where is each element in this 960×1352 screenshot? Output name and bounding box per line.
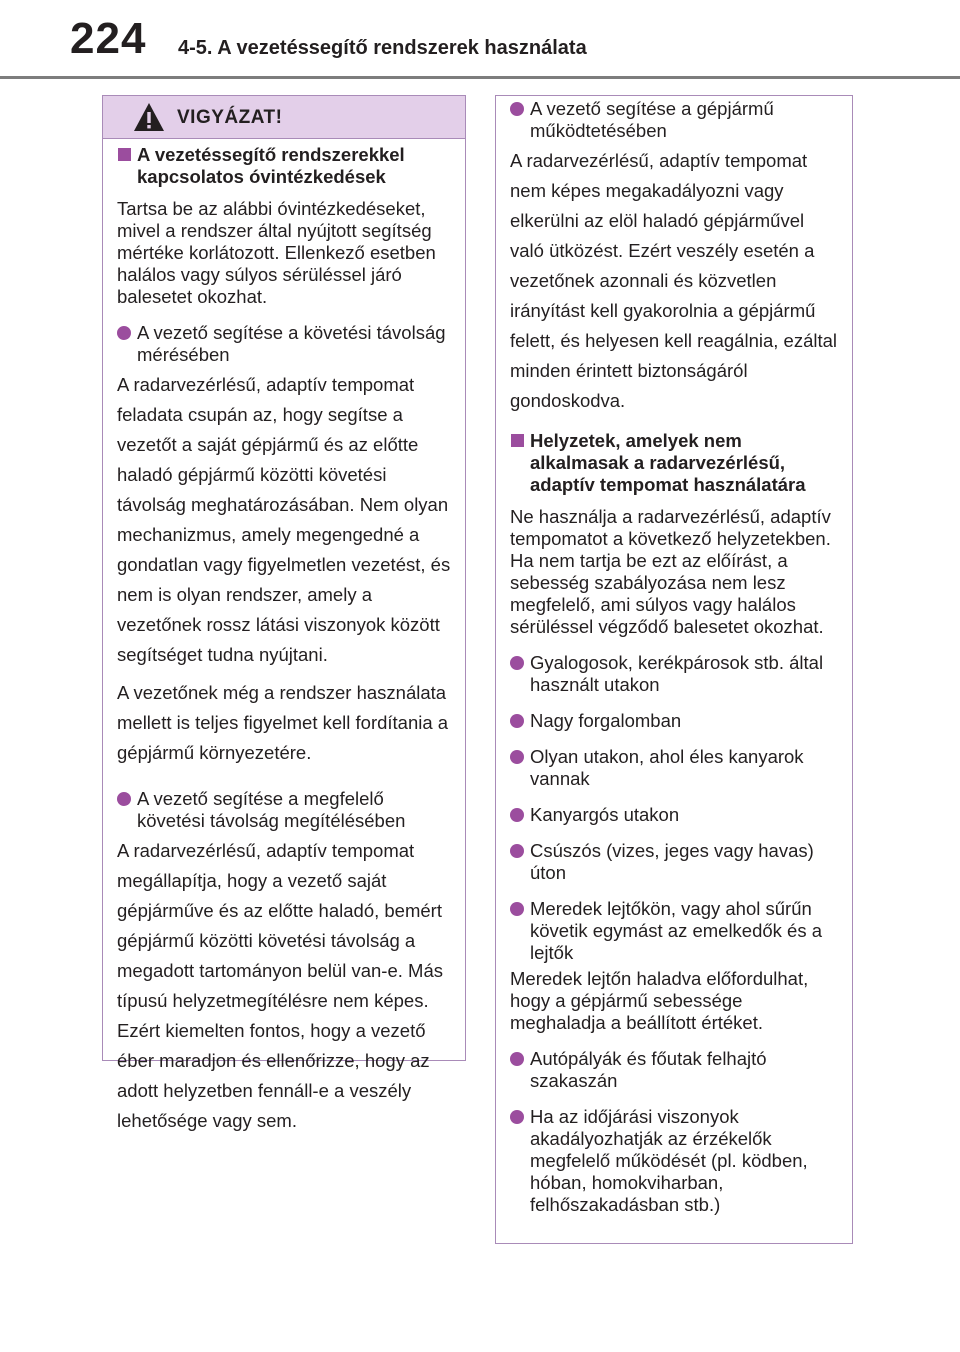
page-header xyxy=(0,0,960,78)
list-item xyxy=(510,840,842,884)
bullet-text: A vezető segítése a gépjármű működtetésében xyxy=(530,98,774,141)
list-item xyxy=(510,746,842,790)
list-item-note: Meredek lejtőn haladva előfordulhat, hogy a gépjármű sebessége meghaladja a beállított értéket. xyxy=(510,968,809,1033)
list-item-text: Csúszós (vizes, jeges vagy havas) úton xyxy=(530,840,814,883)
round-bullet-icon xyxy=(510,808,524,822)
paragraph: A radarvezérlésű, adaptív tempomat megállapítja, hogy a vezető saját gépjárműve és az előtte haladó, bemért gépjármű közötti követési távolság a megadott tartományon belül van-e. Más típusú helyzetmegítélésre nem képes. Ezért kiemelten fontos, hogy a vezető éber maradjon és ellenőrizze, hogy az adott helyzetben fennáll-e a veszély lehetősége vagy sem. xyxy=(117,840,443,1131)
list-item-text: Kanyargós utakon xyxy=(530,804,680,825)
bullet-item xyxy=(510,98,842,142)
list-item-text: Gyalogosok, kerékpárosok stb. által használt utakon xyxy=(530,652,824,695)
warning-header xyxy=(103,96,465,139)
list-item-text: Olyan utakon, ahol éles kanyarok vannak xyxy=(530,746,804,789)
warning-intro: Tartsa be az alábbi óvintézkedéseket, mivel a rendszer által nyújtott segítség mértéke korlátozott. Ellenkező esetben halálos vagy súlyos sérüléssel járó balesetet okozhat. xyxy=(117,198,436,307)
continued-content xyxy=(510,98,842,1230)
list-item xyxy=(510,804,842,826)
square-marker-icon xyxy=(118,148,131,161)
list-item xyxy=(510,710,842,732)
list-item-text: Meredek lejtőkön, vagy ahol sűrűn követik egymást az emelkedők és a lejtők xyxy=(530,898,823,963)
square-marker-icon xyxy=(511,434,524,447)
round-bullet-icon xyxy=(510,844,524,858)
round-bullet-icon xyxy=(510,656,524,670)
warning-box xyxy=(102,95,466,1131)
bullet-item xyxy=(117,322,455,366)
round-bullet-icon xyxy=(510,750,524,764)
bullet-item xyxy=(117,788,455,832)
page-number: 224 xyxy=(70,14,147,63)
paragraph: A vezetőnek még a rendszer használata mellett is teljes figyelmet kell fordítania a gépjármű környezetére. xyxy=(117,682,449,763)
warning-heading xyxy=(117,144,455,188)
list-item xyxy=(510,652,842,696)
bullet-text: A vezető segítése a követési távolság mérésében xyxy=(137,322,446,365)
section-heading-text: Helyzetek, amelyek nem alkalmasak a radarvezérlésű, adaptív tempomat használatára xyxy=(530,430,806,495)
warning-content xyxy=(117,144,455,1144)
header-divider xyxy=(0,76,960,79)
list-item-text: Ha az időjárási viszonyok akadályozhatják az érzékelők megfelelő működését (pl. ködben, hóban, homokviharban, felhőszakadásban stb.) xyxy=(530,1106,808,1215)
warning-triangle-icon xyxy=(133,102,165,132)
round-bullet-icon xyxy=(510,102,524,116)
list-item xyxy=(510,1106,842,1216)
bullet-text: A vezető segítése a megfelelő követési távolság megítélésében xyxy=(137,788,406,831)
round-bullet-icon xyxy=(510,902,524,916)
section-heading xyxy=(510,430,842,496)
situation-list xyxy=(510,652,842,1216)
paragraph: A radarvezérlésű, adaptív tempomat feladata csupán az, hogy segítse a vezetőt a saját gépjármű és az előtte haladó gépjármű közötti követési távolság meghatározásában. Nem olyan mechanizmus, amely megengedné a gondatlan vagy figyelmetlen vezetést, és nem is olyan rendszer, amely a vezetőnek rossz látási viszonyok között segítséget tudna nyújtani. xyxy=(117,374,451,665)
section-intro: Ne használja a radarvezérlésű, adaptív tempomatot a következő helyzetekben. Ha nem tartja be ezt az előírást, a sebesség szabályozása nem lesz megfelelő, ami súlyos vagy halálos sérüléssel végződő balesetet okozhat. xyxy=(510,506,831,637)
round-bullet-icon xyxy=(510,1110,524,1124)
list-item xyxy=(510,1048,842,1092)
round-bullet-icon xyxy=(117,326,131,340)
round-bullet-icon xyxy=(510,714,524,728)
paragraph: A radarvezérlésű, adaptív tempomat nem képes megakadályozni vagy elkerülni az elöl haladó gépjárművel való ütközést. Ezért veszély esetén a vezetőnek azonnali és közvetlen irányítást kell gyakorolnia a gépjármű felett, és helyesen kell reagálnia, ezáltal minden érintett biztonságáról gondoskodva. xyxy=(510,150,838,411)
list-item xyxy=(510,898,842,964)
round-bullet-icon xyxy=(117,792,131,806)
continued-warning-box xyxy=(495,95,853,1244)
section-title: 4-5. A vezetéssegítő rendszerek használata xyxy=(178,37,587,59)
round-bullet-icon xyxy=(510,1052,524,1066)
list-item-text: Nagy forgalomban xyxy=(530,710,682,731)
list-item-text: Autópályák és főutak felhajtó szakaszán xyxy=(530,1048,767,1091)
warning-heading-text: A vezetéssegítő rendszerekkel kapcsolatos óvintézkedések xyxy=(137,144,405,187)
warning-title: VIGYÁZAT! xyxy=(177,107,283,128)
